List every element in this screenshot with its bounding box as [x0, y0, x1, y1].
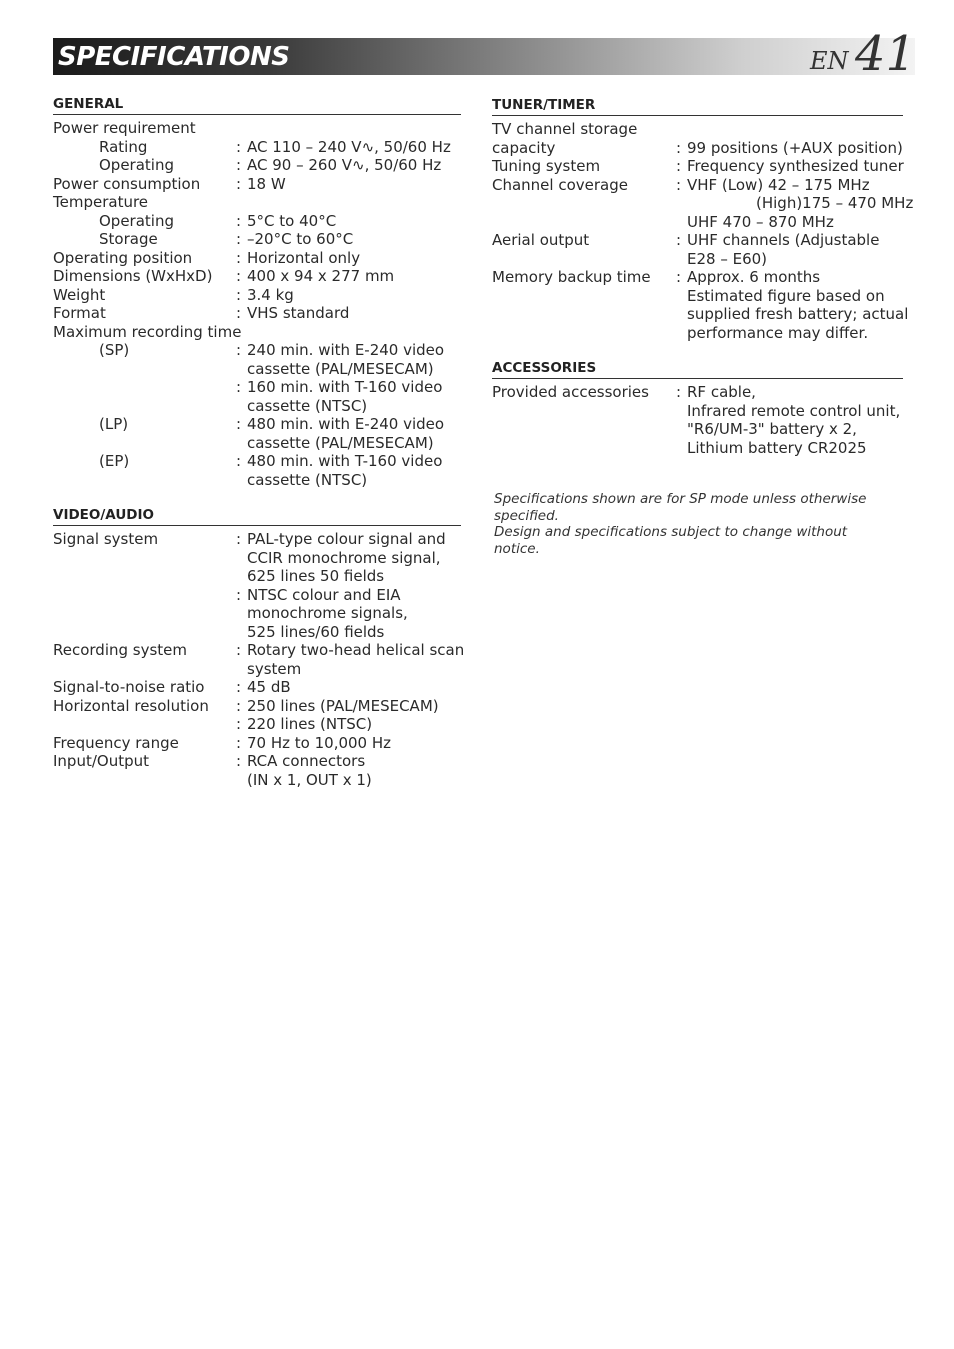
spec-value: performance may differ.	[687, 323, 869, 342]
spec-label: (EP)	[99, 452, 130, 470]
spec-label: (SP)	[99, 341, 130, 359]
spec-value: (IN x 1, OUT x 1)	[247, 770, 372, 789]
spec-value: UHF channels (Adjustable	[687, 231, 880, 249]
spec-row-operating: Operating : AC 90 – 260 V∿, 50/60 Hz	[53, 156, 461, 175]
spec-value: cassette (PAL/MESECAM)	[247, 359, 434, 378]
spec-row-sp-1: (SP) : 240 min. with E-240 video cassette (PAL/MESECAM)	[53, 341, 461, 378]
spec-label: Dimensions (WxHxD)	[53, 267, 213, 285]
spec-label: Maximum recording time	[53, 322, 242, 341]
spec-label: Temperature	[53, 193, 149, 211]
spec-value: VHF (Low) 42 – 175 MHz	[687, 175, 870, 194]
spec-value: 480 min. with T-160 video	[247, 452, 443, 470]
spec-value: E28 – E60)	[687, 249, 768, 268]
spec-value: 3.4 kg	[247, 285, 294, 304]
spec-label: TV channel storage	[492, 120, 638, 138]
spec-value: 250 lines (PAL/MESECAM)	[247, 696, 439, 715]
spec-label: Provided accessories	[492, 383, 649, 401]
spec-value: 45 dB	[247, 678, 291, 696]
spec-row-weight: Weight : 3.4 kg	[53, 286, 461, 305]
spec-value: 480 min. with E-240 video	[247, 415, 445, 433]
spec-label: Signal-to-noise ratio	[53, 678, 205, 696]
spec-value: 5°C to 40°C	[247, 211, 337, 230]
spec-row-power-consumption: Power consumption : 18 W	[53, 175, 461, 194]
spec-row-temp-storage: Storage : –20°C to 60°C	[53, 230, 461, 249]
spec-label: Power consumption	[53, 174, 201, 193]
spec-row-signal-system-2: : NTSC colour and EIA monochrome signals, 525 lines/60 fields	[53, 586, 461, 642]
spec-row-recording-system: Recording system : Rotary two-head helical scan system	[53, 641, 465, 678]
spec-value: AC 110 – 240 V∿, 50/60 Hz	[247, 137, 451, 156]
spec-value: (High)175 – 470 MHz	[756, 194, 914, 212]
spec-row-max-recording-time	[53, 323, 461, 342]
spec-value: cassette (NTSC)	[247, 396, 368, 415]
spec-label: Horizontal resolution	[53, 696, 209, 715]
spec-label: capacity	[492, 138, 556, 157]
section-title-tuner-timer: TUNER/TIMER	[492, 97, 903, 116]
spec-value: Frequency synthesized tuner	[687, 157, 904, 175]
spec-label: Storage	[99, 230, 158, 248]
spec-value: PAL-type colour signal and	[247, 530, 446, 548]
spec-value: cassette (NTSC)	[247, 470, 368, 489]
spec-value: UHF 470 – 870 MHz	[687, 212, 834, 231]
spec-row-tuning-system: Tuning system : Frequency synthesized tuner	[492, 157, 904, 175]
section-title-general: GENERAL	[53, 96, 461, 115]
spec-value: RCA connectors	[247, 752, 366, 770]
spec-row-horizontal-resolution-2: : 220 lines (NTSC)	[53, 715, 461, 734]
spec-row-format: Format : VHS standard	[53, 304, 461, 323]
spec-label: Channel coverage	[492, 175, 628, 194]
spec-row-frequency-range: Frequency range : 70 Hz to 10,000 Hz	[53, 734, 461, 753]
spec-value: 400 x 94 x 277 mm	[247, 267, 395, 285]
spec-value: Rotary two-head helical scan	[247, 641, 465, 659]
spec-row-sp-2: : 160 min. with T-160 video cassette (NTSC)	[53, 378, 461, 415]
spec-row-operating-position: Operating position : Horizontal only	[53, 249, 461, 268]
spec-value: NTSC colour and EIA	[247, 585, 401, 604]
spec-row-memory-backup: Memory backup time : Approx. 6 months Estimated figure based on supplied fresh battery; actual performance may differ.	[492, 268, 909, 342]
left-column	[53, 96, 465, 789]
spec-row-rating: Rating : AC 110 – 240 V∿, 50/60 Hz	[53, 138, 461, 157]
spec-row-tv-channel-storage	[492, 120, 903, 139]
spec-row-input-output: Input/Output : RCA connectors (IN x 1, OUT x 1)	[53, 752, 461, 789]
spec-row-temp-operating: Operating : 5°C to 40°C	[53, 212, 461, 231]
right-column	[492, 97, 914, 457]
spec-value: VHS standard	[247, 304, 350, 322]
spec-label: Weight	[53, 285, 106, 304]
footnote-change-notice: Design and specifications subject to change without notice.	[494, 524, 848, 557]
spec-label: (LP)	[99, 415, 129, 433]
spec-label: Power requirement	[53, 119, 196, 137]
spec-label: Signal system	[53, 530, 159, 548]
section-title-video-audio: VIDEO/AUDIO	[53, 507, 461, 526]
spec-value: Approx. 6 months	[687, 268, 821, 286]
section-title-accessories: ACCESSORIES	[492, 360, 903, 379]
spec-value: 625 lines 50 fields	[247, 567, 385, 585]
language-code: EN	[810, 47, 849, 75]
spec-row-aerial-output: Aerial output : UHF channels (Adjustable E28 – E60)	[492, 231, 903, 268]
spec-row-snr: Signal-to-noise ratio : 45 dB	[53, 678, 461, 697]
spec-value: system	[247, 659, 302, 678]
spec-row-ep: (EP) : 480 min. with T-160 video cassette (NTSC)	[53, 452, 461, 489]
spec-value: CCIR monochrome signal,	[247, 548, 441, 567]
spec-value: 525 lines/60 fields	[247, 622, 385, 641]
spec-row-provided-accessories: Provided accessories : RF cable, Infrared remote control unit, "R6/UM-3" battery x 2, Lithium battery CR2025	[492, 383, 903, 457]
spec-row-temperature	[53, 193, 461, 212]
footnote-sp-mode: Specifications shown are for SP mode unless otherwise specified.	[494, 491, 867, 524]
spec-value: 70 Hz to 10,000 Hz	[247, 733, 392, 752]
spec-value: Lithium battery CR2025	[687, 438, 867, 457]
spec-value: 240 min. with E-240 video	[247, 341, 445, 359]
spec-label: Operating position	[53, 248, 193, 267]
spec-value: AC 90 – 260 V∿, 50/60 Hz	[247, 156, 442, 174]
spec-value: 220 lines (NTSC)	[247, 715, 373, 733]
spec-row-lp: (LP) : 480 min. with E-240 video cassette (PAL/MESECAM)	[53, 415, 461, 452]
spec-value: Infrared remote control unit,	[687, 401, 901, 420]
spec-label: Memory backup time	[492, 268, 651, 286]
spec-value: Estimated figure based on	[687, 286, 885, 305]
spec-value: 99 positions (+AUX position)	[687, 138, 903, 157]
spec-row-dimensions: Dimensions (WxHxD) : 400 x 94 x 277 mm	[53, 267, 461, 286]
spec-label: Format	[53, 304, 106, 322]
spec-label: Tuning system	[492, 157, 601, 175]
spec-value: supplied fresh battery; actual	[687, 305, 909, 323]
spec-value: "R6/UM-3" battery x 2,	[687, 420, 857, 438]
spec-value: RF cable,	[687, 383, 756, 401]
spec-row-channel-coverage: Channel coverage : VHF (Low) 42 – 175 MHz (High)175 – 470 MHz UHF 470 – 870 MHz	[492, 175, 914, 231]
spec-value: –20°C to 60°C	[247, 230, 354, 248]
spec-label: Aerial output	[492, 231, 590, 249]
spec-row-capacity: capacity : 99 positions (+AUX position)	[492, 138, 903, 157]
spec-value: 160 min. with T-160 video	[247, 378, 443, 396]
footnotes	[494, 491, 894, 557]
spec-label: Operating	[99, 156, 174, 174]
spec-row-horizontal-resolution-1: Horizontal resolution : 250 lines (PAL/MESECAM)	[53, 697, 461, 716]
spec-value: cassette (PAL/MESECAM)	[247, 433, 434, 452]
spec-label: Input/Output	[53, 752, 149, 770]
spec-label: Rating	[99, 137, 148, 156]
spec-label: Recording system	[53, 641, 188, 659]
spec-label: Frequency range	[53, 733, 179, 752]
spec-row-power-requirement	[53, 119, 461, 138]
spec-value: 18 W	[247, 174, 286, 193]
spec-value: monochrome signals,	[247, 604, 408, 622]
spec-label: Operating	[99, 211, 174, 230]
spec-row-signal-system-1: Signal system : PAL-type colour signal and CCIR monochrome signal, 625 lines 50 fields	[53, 530, 461, 586]
spec-value: Horizontal only	[247, 248, 361, 267]
page-number: 41	[855, 26, 917, 82]
page-title: SPECIFICATIONS	[58, 42, 290, 72]
